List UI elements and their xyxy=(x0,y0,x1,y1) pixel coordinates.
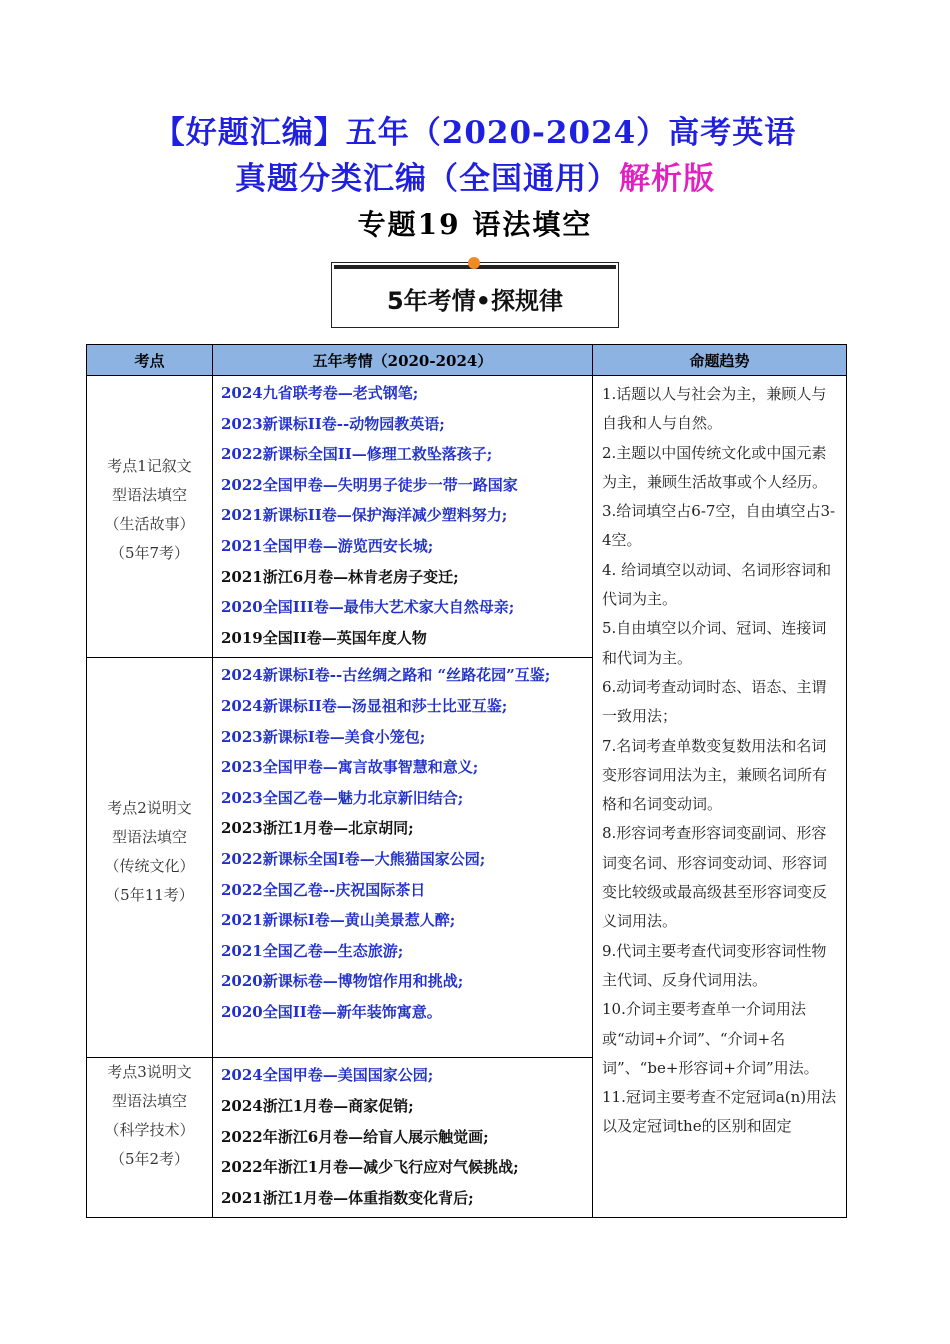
list-item: 2019全国II卷—英国年度人物 xyxy=(221,628,427,647)
title-line-2-main: 真题分类汇编（全国通用） xyxy=(235,161,619,197)
items-cell xyxy=(213,376,593,658)
topic-cell xyxy=(87,1058,213,1218)
trend-item: 11.冠词主要考查不定冠词a(n)用法以及定冠词the的区别和固定 xyxy=(602,1088,837,1136)
list-item: 2024浙江1月卷—商家促销; xyxy=(221,1096,414,1115)
list-item: 2023全国甲卷—寓言故事智慧和意义; xyxy=(221,758,479,777)
trend-item: 1.话题以人与社会为主，兼顾人与自我和人与自然。 xyxy=(602,385,827,433)
list-item: 2023新课标I卷—美食小笼包; xyxy=(221,727,426,746)
topic-line: 型语法填空 xyxy=(111,828,187,847)
banner-dot-icon xyxy=(468,257,480,269)
list-item: 2020全国II卷—新年装饰寓意。 xyxy=(221,1002,442,1021)
trend-item: 3.给词填空占6-7空，自由填空占3-4空。 xyxy=(602,502,836,550)
list-item: 2022年浙江1月卷—减少飞行应对气候挑战; xyxy=(221,1158,519,1177)
header-five-year: 五年考情（2020-2024） xyxy=(213,345,593,376)
list-item: 2021浙江6月卷—林肯老房子变迁; xyxy=(221,567,459,586)
title-line-2 xyxy=(0,156,950,202)
list-item: 2021新课标II卷—保护海洋减少塑料努力; xyxy=(221,506,508,525)
trend-item: 8.形容词考查形容词变副词、形容词变名词、形容词变动词、形容词变比较级或最高级甚至形容词变反义词用法。 xyxy=(602,824,828,931)
list-item: 2022新课标全国I卷—大熊猫国家公园; xyxy=(221,849,486,868)
items-cell xyxy=(213,1058,593,1218)
list-item: 2022年浙江6月卷—给盲人展示触觉画; xyxy=(221,1127,489,1146)
title-line-1: 【好题汇编】五年（2020-2024）高考英语 xyxy=(153,115,797,151)
exam-analysis-table xyxy=(86,344,847,1218)
trend-item: 2.主题以中国传统文化或中国元素为主，兼顾生活故事或个人经历。 xyxy=(602,443,828,491)
item-list xyxy=(213,1058,592,1217)
list-item: 2023新课标II卷--动物园教英语; xyxy=(221,414,445,433)
list-item: 2022全国甲卷—失明男子徒步一带一路国家 xyxy=(221,475,518,494)
trend-item: 5.自由填空以介词、冠词、连接词和代词为主。 xyxy=(602,619,827,667)
list-item: 2021新课标I卷—黄山美景惹人醉; xyxy=(221,911,456,930)
topic-title: 专题19 语法填空 xyxy=(357,208,593,241)
topic-name xyxy=(87,376,212,568)
list-item: 2020全国III卷—最伟大艺术家大自然母亲; xyxy=(221,598,515,617)
header-trend: 命题趋势 xyxy=(593,345,847,376)
trend-item: 9.代词主要考查代词变形容词性物主代词、反身代词用法。 xyxy=(602,941,827,989)
title-highlight: 解析版 xyxy=(619,161,715,197)
banner-text: 5年考情•探规律 xyxy=(386,287,564,315)
header-topic: 考点 xyxy=(87,345,213,376)
list-item: 2024九省联考卷—老式钢笔; xyxy=(221,384,419,402)
list-item: 2023全国乙卷—魅力北京新旧结合; xyxy=(221,788,464,807)
topic-line: 考点3说明文 xyxy=(107,1063,192,1082)
topic-line: （传统文化） xyxy=(104,857,195,876)
trend-item: 7.名词考查单数变复数用法和名词变形容词用法为主，兼顾名词所有格和名词变动词。 xyxy=(602,736,828,814)
list-item: 2023浙江1月卷—北京胡同; xyxy=(221,819,414,838)
list-item: 2021浙江1月卷—体重指数变化背后; xyxy=(221,1188,474,1207)
topic-line: 型语法填空 xyxy=(111,1092,187,1111)
trend-cell xyxy=(593,376,847,1218)
section-banner xyxy=(331,262,619,328)
topic-line: 考点1记叙文 xyxy=(107,457,192,475)
topic-name xyxy=(87,1058,212,1174)
table-header-row xyxy=(87,345,847,376)
topic-line: （5年2考） xyxy=(109,1150,190,1169)
item-list xyxy=(213,376,592,657)
trend-item: 4. 给词填空以动词、名词形容词和代词为主。 xyxy=(602,560,832,609)
topic-line: （生活故事） xyxy=(104,515,195,533)
item-list xyxy=(213,658,592,1031)
list-item: 2024全国甲卷—美国国家公园; xyxy=(221,1066,434,1085)
items-cell xyxy=(213,658,593,1058)
topic-line: （科学技术） xyxy=(104,1121,195,1140)
topic-line: （5年11考） xyxy=(105,886,194,905)
list-item: 2024新课标I卷--古丝绸之路和 “丝路花园”互鉴; xyxy=(221,666,551,685)
list-item: 2022新课标全国II—修理工救坠落孩子; xyxy=(221,445,493,464)
trend-list xyxy=(593,376,846,1142)
list-item: 2020新课标卷—博物馆作用和挑战; xyxy=(221,972,464,991)
table-row xyxy=(87,376,847,658)
list-item: 2021全国甲卷—游览西安长城; xyxy=(221,536,434,555)
topic-name xyxy=(87,658,212,910)
topic-cell xyxy=(87,658,213,1058)
trend-item: 6.动词考查动词时态、语态、主谓一致用法； xyxy=(602,677,827,726)
topic-cell xyxy=(87,376,213,658)
topic-line: （5年7考） xyxy=(109,544,190,562)
list-item: 2022全国乙卷--庆祝国际茶日 xyxy=(221,880,426,899)
list-item: 2021全国乙卷—生态旅游; xyxy=(221,941,404,960)
trend-item: 10.介词主要考查单一介词用法或“动词+介词”、“介词+名词”、“be+形容词+介词”用法。 xyxy=(602,1000,819,1077)
topic-line: 型语法填空 xyxy=(111,486,187,504)
list-item: 2024新课标II卷—汤显祖和莎士比亚互鉴; xyxy=(221,696,508,715)
topic-line: 考点2说明文 xyxy=(107,799,192,818)
title-block xyxy=(0,110,950,248)
